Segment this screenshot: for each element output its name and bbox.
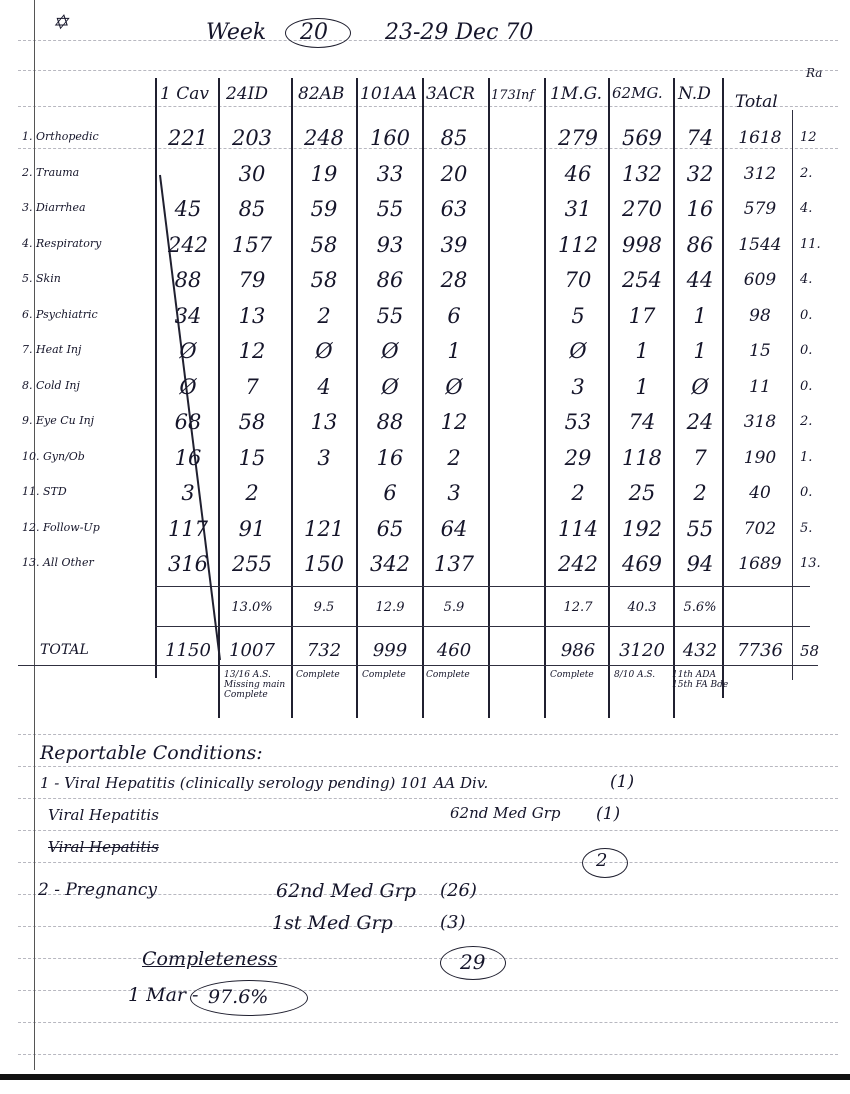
- reportable-unit-5: 1st Med Grp: [272, 912, 393, 934]
- row-cell: 33: [376, 162, 404, 186]
- percent-cell: 5.6%: [683, 600, 717, 615]
- row-cell: 1: [693, 304, 707, 328]
- row-cell: 13: [238, 304, 266, 328]
- row-cell: Ø: [179, 375, 197, 399]
- reportable-count-4: (26): [440, 880, 477, 901]
- ruled-line: [18, 830, 838, 831]
- row-cell: 112: [557, 233, 599, 257]
- row-cell: 2: [317, 304, 331, 328]
- row-cell: 255: [231, 552, 273, 576]
- row-cell: 3: [181, 481, 195, 505]
- row-cell: Ø: [569, 339, 587, 363]
- row-cell: 254: [621, 268, 663, 292]
- percent-cell: 9.5: [313, 600, 335, 615]
- total-cell: 1150: [165, 640, 211, 661]
- grid-line: [544, 78, 546, 718]
- row-cell: 157: [231, 233, 273, 257]
- row-cell: 53: [564, 410, 592, 434]
- row-cell: 5: [571, 304, 585, 328]
- row-label: 8. Cold Inj: [22, 379, 80, 392]
- row-cell: 64: [440, 517, 468, 541]
- row-cell: 85: [440, 126, 468, 150]
- row-cell: 569: [621, 126, 663, 150]
- row-cell: Ø: [315, 339, 333, 363]
- ruled-line: [18, 766, 838, 767]
- row-cell: 203: [231, 126, 273, 150]
- row-cell: 86: [376, 268, 404, 292]
- row-cell: 312: [743, 164, 777, 184]
- row-cell: 998: [621, 233, 663, 257]
- row-label: 10. Gyn/Ob: [22, 450, 85, 463]
- row-cell: 59: [310, 197, 338, 221]
- status-note: Complete: [426, 670, 470, 680]
- row-cell: 15: [749, 341, 771, 361]
- ruled-line: [18, 862, 838, 863]
- percent-cell: 12.9: [375, 600, 405, 615]
- row-cell: 7: [245, 375, 259, 399]
- row-rate: 0.: [800, 343, 813, 358]
- row-cell: 16: [686, 197, 714, 221]
- row-cell: 117: [167, 517, 209, 541]
- completeness-label: Completeness: [142, 948, 278, 970]
- row-rate: 2.: [800, 414, 813, 429]
- row-cell: 279: [557, 126, 599, 150]
- row-cell: Ø: [179, 339, 197, 363]
- row-cell: 16: [174, 446, 202, 470]
- reportable-count-2: (1): [596, 804, 621, 824]
- row-cell: 25: [628, 481, 656, 505]
- row-cell: 2: [447, 446, 461, 470]
- row-rate: 4.: [800, 272, 813, 287]
- status-note: Complete: [550, 670, 594, 680]
- row-label: 3. Diarrhea: [22, 201, 86, 214]
- row-cell: 118: [621, 446, 663, 470]
- total-cell: 460: [436, 640, 472, 661]
- row-label: 9. Eye Cu Inj: [22, 414, 95, 427]
- ruled-line: [18, 798, 838, 799]
- row-cell: 242: [557, 552, 599, 576]
- row-cell: 221: [167, 126, 209, 150]
- total-label: TOTAL: [40, 642, 89, 658]
- row-cell: 469: [621, 552, 663, 576]
- grid-line: [291, 78, 293, 718]
- ruled-line: [18, 106, 838, 107]
- row-cell: 93: [376, 233, 404, 257]
- row-cell: 160: [369, 126, 411, 150]
- row-cell: 1: [635, 375, 649, 399]
- row-cell: 20: [440, 162, 468, 186]
- total-cell: 732: [306, 640, 342, 661]
- row-cell: 15: [238, 446, 266, 470]
- percent-cell: 13.0%: [231, 600, 273, 615]
- col-header-173inf: 173Inf: [491, 88, 535, 103]
- row-cell: 2: [693, 481, 707, 505]
- row-cell: 190: [743, 448, 777, 468]
- completeness-prefix: 1 Mar -: [128, 984, 199, 1006]
- week-label: Week: [206, 20, 267, 45]
- row-cell: 28: [440, 268, 468, 292]
- grid-line: [155, 586, 810, 587]
- total-cell: 986: [560, 640, 596, 661]
- row-cell: 30: [238, 162, 266, 186]
- row-cell: 150: [303, 552, 345, 576]
- grid-line: [608, 78, 610, 718]
- col-header-total: Total: [735, 92, 778, 112]
- reportable-unit-2: 62nd Med Grp: [450, 804, 561, 822]
- row-cell: 318: [743, 412, 777, 432]
- reportable-line-4: 2 - Pregnancy: [38, 880, 158, 900]
- row-cell: 94: [686, 552, 714, 576]
- col-header-82ab: 82AB: [298, 84, 345, 104]
- total-cell: 1007: [229, 640, 275, 661]
- row-cell: 1: [693, 339, 707, 363]
- row-cell: 3: [571, 375, 585, 399]
- reportable-total-2: 29: [460, 950, 486, 974]
- row-cell: 11: [749, 377, 771, 397]
- col-header-1cav: 1 Cav: [160, 84, 209, 104]
- margin-line: [34, 0, 35, 1070]
- row-cell: 121: [303, 517, 345, 541]
- grid-line: [155, 626, 810, 627]
- row-cell: 68: [174, 410, 202, 434]
- total-cell: 999: [372, 640, 408, 661]
- row-cell: 1544: [738, 235, 782, 255]
- row-cell: 1: [635, 339, 649, 363]
- grid-line: [488, 78, 490, 718]
- row-cell: 3: [317, 446, 331, 470]
- scan-border: [0, 1074, 850, 1080]
- row-label: 11. STD: [22, 485, 67, 498]
- row-rate: 0.: [800, 379, 813, 394]
- row-cell: 65: [376, 517, 404, 541]
- week-number: 20: [300, 20, 328, 45]
- row-cell: 58: [310, 233, 338, 257]
- total-cell: 7736: [737, 640, 783, 661]
- reportable-line-1: 1 - Viral Hepatitis (clinically serology pending) 101 AA Div.: [40, 774, 489, 792]
- row-cell: 55: [686, 517, 714, 541]
- row-label: 2. Trauma: [22, 166, 80, 179]
- row-cell: 85: [238, 197, 266, 221]
- total-rate: 58: [800, 642, 820, 660]
- reportable-line-2: Viral Hepatitis: [48, 806, 159, 824]
- col-header-24id: 24ID: [226, 84, 268, 104]
- row-cell: 132: [621, 162, 663, 186]
- row-cell: 13: [310, 410, 338, 434]
- percent-cell: 12.7: [563, 600, 593, 615]
- ruled-line: [18, 926, 838, 927]
- row-cell: Ø: [445, 375, 463, 399]
- row-cell: 2: [571, 481, 585, 505]
- grid-line: [792, 110, 793, 680]
- row-cell: 1689: [738, 554, 782, 574]
- reportable-heading: Reportable Conditions:: [40, 742, 263, 764]
- row-rate: 0.: [800, 485, 813, 500]
- row-cell: 58: [238, 410, 266, 434]
- col-header-101aa: 101AA: [360, 84, 418, 104]
- rate-header: Ra: [806, 66, 823, 80]
- row-cell: 137: [433, 552, 475, 576]
- row-cell: 29: [564, 446, 592, 470]
- row-cell: 39: [440, 233, 468, 257]
- row-cell: 55: [376, 304, 404, 328]
- row-cell: 114: [557, 517, 599, 541]
- row-cell: 24: [686, 410, 714, 434]
- row-cell: 45: [174, 197, 202, 221]
- row-rate: 0.: [800, 308, 813, 323]
- row-cell: 248: [303, 126, 345, 150]
- row-cell: 702: [743, 519, 777, 539]
- reportable-count-1: (1): [610, 772, 635, 792]
- row-cell: 58: [310, 268, 338, 292]
- row-rate: 13.: [800, 556, 821, 571]
- row-cell: 74: [628, 410, 656, 434]
- date-range: 23-29 Dec 70: [385, 20, 534, 45]
- row-rate: 2.: [800, 166, 813, 181]
- row-label: 7. Heat Inj: [22, 343, 82, 356]
- reportable-line-3: Viral Hepatitis: [48, 838, 159, 856]
- col-header-62mg: 62MG.: [612, 84, 663, 102]
- row-cell: 31: [564, 197, 592, 221]
- row-rate: 12: [800, 130, 817, 145]
- row-cell: 609: [743, 270, 777, 290]
- completeness-value: 97.6%: [208, 986, 269, 1008]
- status-note: Complete: [296, 670, 340, 680]
- star-mark: ✡: [52, 10, 69, 34]
- row-cell: 19: [310, 162, 338, 186]
- row-rate: 1.: [800, 450, 813, 465]
- ruled-line: [18, 70, 838, 71]
- row-cell: 1618: [738, 128, 782, 148]
- row-cell: 12: [238, 339, 266, 363]
- row-cell: 55: [376, 197, 404, 221]
- row-cell: 79: [238, 268, 266, 292]
- row-cell: 579: [743, 199, 777, 219]
- row-label: 6. Psychiatric: [22, 308, 98, 321]
- status-note: Complete: [362, 670, 406, 680]
- row-cell: 316: [167, 552, 209, 576]
- row-cell: 17: [628, 304, 656, 328]
- reportable-count-5: (3): [440, 912, 466, 933]
- grid-line: [356, 78, 358, 718]
- status-note: 13/16 A.S. Missing main Complete: [224, 670, 286, 700]
- row-cell: 16: [376, 446, 404, 470]
- row-cell: 6: [383, 481, 397, 505]
- ruled-line: [18, 958, 838, 959]
- row-label: 1. Orthopedic: [22, 130, 99, 143]
- row-cell: 192: [621, 517, 663, 541]
- status-note: 8/10 A.S.: [614, 670, 656, 680]
- row-cell: 88: [376, 410, 404, 434]
- row-cell: 1: [447, 339, 461, 363]
- row-cell: 7: [693, 446, 707, 470]
- ruled-line: [18, 734, 838, 735]
- total-cell: 432: [682, 640, 718, 661]
- row-rate: 11.: [800, 237, 821, 252]
- row-label: 12. Follow-Up: [22, 521, 100, 534]
- percent-cell: 40.3: [627, 600, 657, 615]
- col-header-3acr: 3ACR: [426, 84, 475, 104]
- row-label: 5. Skin: [22, 272, 61, 285]
- row-cell: 2: [245, 481, 259, 505]
- row-cell: 70: [564, 268, 592, 292]
- total-cell: 3120: [619, 640, 665, 661]
- row-cell: 270: [621, 197, 663, 221]
- row-cell: 6: [447, 304, 461, 328]
- row-cell: Ø: [381, 339, 399, 363]
- col-header-nd: N.D: [678, 84, 711, 104]
- percent-cell: 5.9: [443, 600, 465, 615]
- row-cell: 34: [174, 304, 202, 328]
- ruled-line: [18, 1022, 838, 1023]
- row-rate: 5.: [800, 521, 813, 536]
- col-header-1mg: 1M.G.: [550, 84, 603, 104]
- row-label: 13. All Other: [22, 556, 94, 569]
- row-cell: 342: [369, 552, 411, 576]
- row-label: 4. Respiratory: [22, 237, 102, 250]
- row-cell: 98: [749, 306, 771, 326]
- row-cell: 32: [686, 162, 714, 186]
- row-cell: 46: [564, 162, 592, 186]
- row-cell: 44: [686, 268, 714, 292]
- row-cell: 63: [440, 197, 468, 221]
- row-rate: 4.: [800, 201, 813, 216]
- status-note: 11th ADA 15th FA Bde: [672, 670, 729, 690]
- row-cell: 12: [440, 410, 468, 434]
- row-cell: 40: [749, 483, 771, 503]
- ruled-line: [18, 1054, 838, 1055]
- reportable-total-1: 2: [596, 850, 608, 871]
- row-cell: 91: [238, 517, 266, 541]
- row-cell: Ø: [691, 375, 709, 399]
- row-cell: 242: [167, 233, 209, 257]
- row-cell: 3: [447, 481, 461, 505]
- grid-line: [18, 665, 818, 666]
- row-cell: 74: [686, 126, 714, 150]
- reportable-unit-4: 62nd Med Grp: [276, 880, 416, 902]
- row-cell: 4: [317, 375, 331, 399]
- row-cell: Ø: [381, 375, 399, 399]
- row-cell: 88: [174, 268, 202, 292]
- row-cell: 86: [686, 233, 714, 257]
